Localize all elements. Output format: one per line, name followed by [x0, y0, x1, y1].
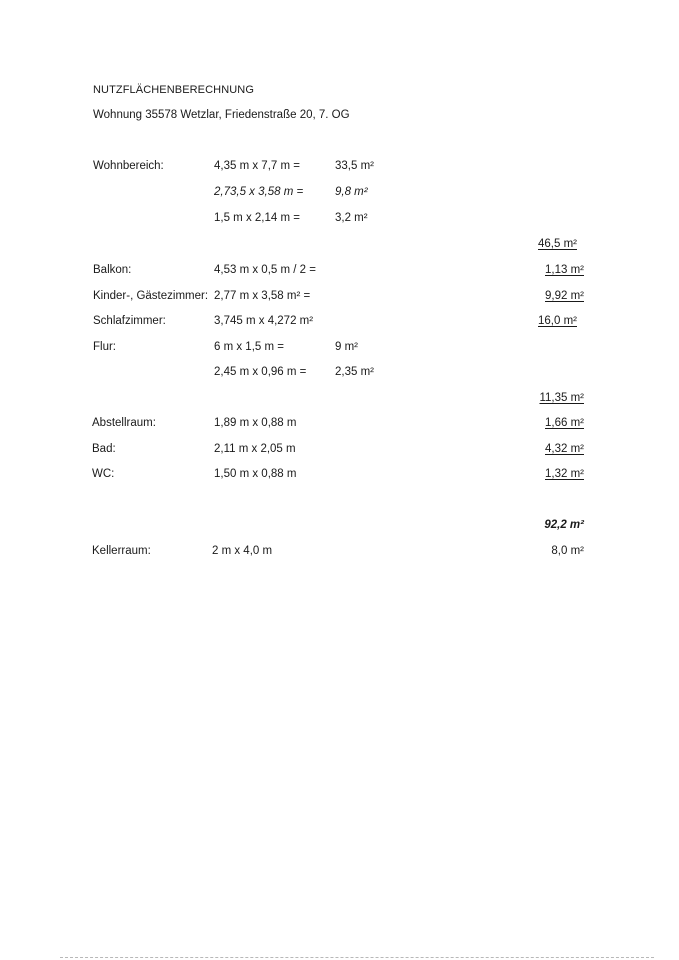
document-title: NUTZFLÄCHENBERECHNUNG: [93, 84, 254, 96]
calc-expression: 1,5 m x 2,14 m =: [214, 212, 300, 224]
calc-expression: 2,73,5 x 3,58 m =: [214, 186, 304, 198]
partial-area: 2,35 m²: [335, 366, 374, 378]
room-total-area: 46,5 m²: [538, 238, 577, 250]
partial-area: 3,2 m²: [335, 212, 368, 224]
room-label: Kellerraum:: [92, 545, 151, 557]
grand-total-area: 92,2 m²: [544, 519, 584, 531]
calc-expression: 2 m x 4,0 m: [212, 545, 273, 557]
partial-area: 9,8 m²: [335, 186, 368, 198]
room-label: Flur:: [93, 341, 116, 353]
row-flur-total: [0, 392, 679, 408]
room-total-area: 1,32 m²: [545, 468, 584, 480]
room-total-area: 16,0 m²: [538, 315, 577, 327]
room-label: Kinder-, Gästezimmer:: [93, 290, 209, 302]
scan-edge-divider: [60, 957, 654, 958]
document-subtitle: Wohnung 35578 Wetzlar, Friedenstraße 20, 7. OG: [93, 109, 350, 121]
calc-expression: 2,45 m x 0,96 m =: [214, 366, 307, 378]
calc-expression: 4,53 m x 0,5 m / 2 =: [214, 264, 316, 276]
partial-area: 33,5 m²: [335, 160, 374, 172]
room-label: Schlafzimmer:: [93, 315, 166, 327]
room-total-area: 8,0 m²: [551, 545, 584, 557]
partial-area: 9 m²: [335, 341, 358, 353]
calc-expression: 1,50 m x 0,88 m: [214, 468, 297, 480]
row-bad: [0, 443, 679, 459]
room-label: Abstellraum:: [92, 417, 156, 429]
room-label: Balkon:: [93, 264, 132, 276]
row-abstellraum: [0, 417, 679, 433]
room-total-area: 4,32 m²: [545, 443, 584, 455]
calc-expression: 1,89 m x 0,88 m: [214, 417, 297, 429]
room-label: WC:: [92, 468, 115, 480]
calc-expression: 6 m x 1,5 m =: [214, 341, 284, 353]
room-total-area: 1,13 m²: [545, 264, 584, 276]
row-wohnbereich-1: [0, 160, 679, 176]
room-label: Bad:: [92, 443, 116, 455]
calc-expression: 2,77 m x 3,58 m² =: [214, 290, 311, 302]
row-sum: [0, 519, 679, 535]
row-balkon: [0, 264, 679, 280]
row-kellerraum: [0, 545, 679, 561]
row-schlafzimmer: [0, 315, 679, 331]
room-total-area: 1,66 m²: [545, 417, 584, 429]
row-kinder-gaestezimmer: [0, 290, 679, 306]
row-wohnbereich-3: [0, 212, 679, 228]
room-total-area: 9,92 m²: [545, 290, 584, 302]
room-total-area: 11,35 m²: [539, 392, 584, 404]
calc-expression: 4,35 m x 7,7 m =: [214, 160, 300, 172]
calc-expression: 3,745 m x 4,272 m²: [214, 315, 314, 327]
row-flur-2: [0, 366, 679, 382]
room-label: Wohnbereich:: [93, 160, 164, 172]
row-wohnbereich-total: [0, 238, 679, 254]
row-wohnbereich-2: [0, 186, 679, 202]
row-wc: [0, 468, 679, 484]
calc-expression: 2,11 m x 2,05 m: [214, 443, 296, 455]
row-flur-1: [0, 341, 679, 357]
